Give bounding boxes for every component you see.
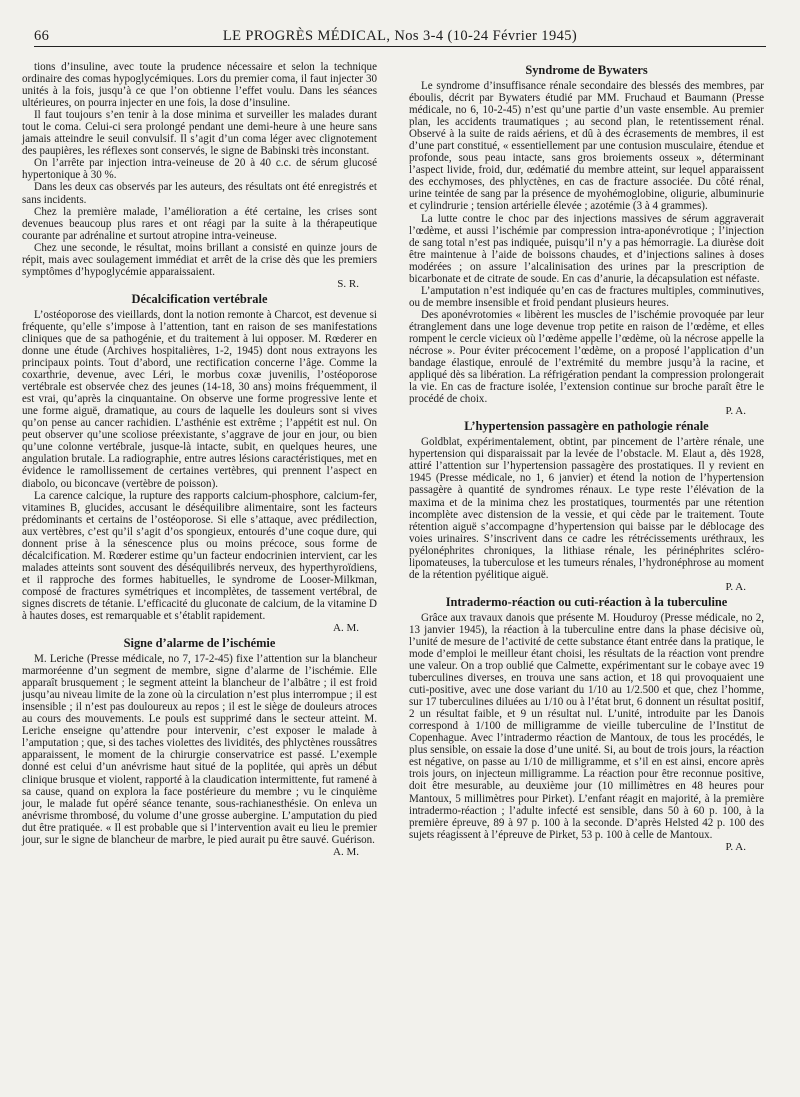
page-number: 66 [34, 28, 50, 44]
paragraph: Grâce aux travaux danois que présente M. Houduroy (Presse médicale, no 2, 13 janvier 1945), la réaction à la tuberculine entre dans la phase décisive où, l’unité de mesure de l’activité de cette substance étant entrée dans la pratique, le mode d’emploi le meilleur étant choisi, les résultats de la réaction vont prendre une valeur. On a trop oublié que Calmette, expérimentant sur le cobaye avec 19 tuberculines diverses, en trouva une sans action, et 18 qui provoquaient une cuti-positive, avec une dose variant du 1/10 au 1/2.500 et que, chez l’homme, sur 17 tuberculines diluées au 1/10 ou à l’état brut, 6 donnent un résultat positif, 2 un résultat faible, et 9 un résultat nul. L’unité, introduite par les Danois correspond à 1/100 de milligramme de vieille tuberculine de l’Institut de Copenhague. Avec l’intradermo réaction de Mantoux, de tous les procédés, le plus sensible, on essaie la dose d’une unité. Si, au bout de trois jours, la réaction est négative, on passe au 1/10 de milligramme, et s’il en est ainsi, encore après trois jours, on injecteun milligramme. La réaction pour être reconnue positive, doit être mesurable, au deuxième jour (10 millimètres en 48 heures pour Mantoux, 5 millimètres pour Pirket). L’enfant réagit en majorité, à la première intradermo-réaction ; l’adulte infecté est sensible, dans 50 à 60 p. 100, à la première épreuve, 89 à 97 p. 100 à la seconde. D’après Helsted 42 p. 100 des sujets réagissent à l’épreuve de Pirket, 53 p. 100 à celle de Mantoux. [409, 611, 764, 841]
left-column [22, 61, 377, 860]
paragraph: Dans les deux cas observés par les auteurs, des résultats ont été enregistrés et sans incidents. [22, 181, 377, 206]
paragraph: Le syndrome d’insuffisance rénale secondaire des blessés des membres, par éboulis, décrit par Bywaters étudié par MM. Fruchaud et Baumann (Presse médicale, no 6, 10-2-45) n’est qu’une partie d’un vaste ensemble. Au premier plan, les accidents traumatiques ; au second plan, le retentissement rénal. Observé à la suite de raids aériens, et dû à des écrasements de membres, il est d’une part constitué, « essentiellement par une contusion musculaire, étendue et profonde, sous peau intacte, sans gros broiements osseux », déterminant l’aspect livide, froid, dur, œdématié du membre atteint, sur lequel apparaissent des ecchymoses, des phlyctènes, en cas de fracture associée. Du côté rénal, urine teintée de sang par la présence de myohémoglobine, oligurie, albuminurie et cylindrurie ; tension artérielle élevée ; azotémie (3 à 4 grammes). [409, 80, 764, 213]
paragraph: Chez une seconde, le résultat, moins brillant a consisté en quinze jours de répit, mais avec soulagement immédiat et arrêt de la crise dès que les premiers symptômes d’hypoglycémie apparaissaient. [22, 241, 377, 278]
paragraph: La lutte contre le choc par des injections massives de sérum aggraverait l’œdème, et aussi l’ischémie par compression intra-aponévrotique ; l’injection de sang total n’est pas indiquée, puisqu’il n’y a pas hémorragie. La diurèse doit être maintenue à l’aide de boissons chaudes, et d’injections salines à doses modérées ; on assure l’alcalinisation des urines par la prescription de bicarbonate et de citrate de soude. En cas d’anurie, la décapsulation est néfaste. [409, 212, 764, 285]
paragraph: M. Leriche (Presse médicale, no 7, 17-2-45) fixe l’attention sur la blancheur marmoréenne d’un segment de membre, signe d’alarme de l’ischémie. Elle apparaît brusquement ; le segment atteint la blancheur de l’albâtre ; il est froid jusqu’au niveau limite de la zone où la circulation n’est plus interrompue ; il est insensible ; il n’est pas douloureux au repos ; il est le siège de douleurs atroces au cours des mouvements. Le pouls est supprimé dans le secteur atteint. M. Leriche enseigne qu’attendre pour intervenir, c’est exposer le malade à l’amputation ; que, si des taches violettes des lividités, des phlyctènes roussâtres apparaissent, le moment de la chirurgie conservatrice est passé. L’exemple donné est celui d’un anévrisme haut situé de la poplitée, qui après un début clinique brusque et violent, rapporté à la claudication intermittente, fut ramené à sa cause, quand on explora la face postérieure du membre ; vu le cinquième jour, le malade fut opéré séance tenante, sous-rachianesthésie. On enleva un anévrisme thrombosé, du volume d’une grosse aubergine. L’amputation du pied dut être pratiquée. « Il est probable que si l’intervention avait eu lieu le premier jour, sur le signe de blancheur de marbre, le pied aurait pu être sauvé. Guérison. [22, 653, 377, 846]
section-title: Intradermo-réaction ou cuti-réaction à la tuberculine [445, 594, 728, 609]
author-signature: A. M. [333, 845, 359, 858]
author-signature: A. M. [333, 622, 359, 635]
paragraph: Il faut toujours s’en tenir à la dose minima et surveiller les malades durant tout le coma. Celui-ci sera prolongé pendant une demi-heure à une heure sans jamais atteindre le seuil convulsif. Il s’agit d’un coma léger avec clignotement des paupières, les réflexes sont conservés, le signe de Babinski très inconstant. [22, 109, 377, 158]
section-title: L’hypertension passagère en pathologie rénale [464, 419, 709, 434]
page-header [34, 28, 766, 47]
paragraph: L’amputation n’est indiquée qu’en cas de fractures multiples, comminutives, ou de membre insensible et froid pendant plusieurs heures. [409, 284, 764, 309]
paragraph: On l’arrête par injection intra-veineuse de 20 à 40 c.c. de sérum glucosé hypertonique à 30 %. [22, 157, 377, 182]
section-title: Syndrome de Bywaters [525, 63, 648, 77]
paragraph: La carence calcique, la rupture des rapports calcium-phosphore, calcium-fer, vitamines B, glucides, accusant le déséquilibre alimentaire, sont les facteurs prédominants et certains de l’ostéoporose. Si elle s’attaque, avec prédilection, aux vertèbres, c’est qu’il s’agit d’os spongieux, entourés d’une coque dure, qui donnent prise à la sénescence plus ou moins précoce, sous forme de décalcification. M. Rœderer estime qu’un facteur endocrinien intervient, car les malades atteints sont souvent des déséquilibrés nerveux, des hyperthyroïdiens, et il rapproche des formes habituelles, le syndrome de Looser-Milkman, composé de fractures symétriques et incomplètes, de tassement vertébral, de signes discrets de tétanie. L’efficacité du gluconate de calcium, de la vitamine D à hautes doses, est remarquable et s’établit rapidement. [22, 489, 377, 623]
paragraph: Chez la première malade, l’amélioration a été certaine, les crises sont devenues beaucoup plus rares et ont réagi par la suite à la thérapeutique courante par adrénaline et surtout atropine intra-veineuse. [22, 205, 377, 242]
author-signature: P. A. [725, 580, 746, 593]
author-signature: S. R. [337, 277, 359, 290]
right-column [409, 61, 764, 855]
section-title: Décalcification vertébrale [131, 291, 268, 306]
paragraph: Des aponévrotomies « libèrent les muscles de l’ischémie provoquée par leur étranglement dans une loge devenue trop petite en raison de l’œdème, et elles rompent le cercle vicieux où l’œdème appelle l’œdème, où la nécrose appelle la nécrose ». Pour éviter précocement l’œdème, on a proposé l’application d’un bandage élastique, enroulé de l’extrémité du membre jusqu’à la racine, et appliqué dès sa libération. La réfrigération pendant la compression prolongerait la vie. En cas de fracture isolée, l’extension continue sur broche paraît être le procédé de choix. [409, 308, 764, 406]
author-signature: P. A. [725, 840, 746, 853]
paragraph: tions d’insuline, avec toute la prudence nécessaire et selon la technique ordinaire des comas hypoglycémiques. Lors du premier coma, il faut injecter 30 unités à la fois, jusqu’à ce que l’on obtienne l’effet voulu. Dans les séances ultérieures, on pourra injecter en une fois, la dose d’insuline. [22, 61, 377, 110]
section-title: Signe d’alarme de l’ischémie [123, 636, 276, 651]
paragraph: L’ostéoporose des vieillards, dont la notion remonte à Charcot, est devenue si fréquente, qu’elle s’impose à l’attention, tant en raison de ses manifestations cliniques que de sa pathogénie, et du traitement à lui opposer. M. Rœderer en donne une étude (Archives hospitalières, 1-2, 1945) dont nous extrayons les principaux points. Tout d’abord, une rectification concerne l’âge. Comme la coxarthrie, devenue, avec Léri, le morbus coxæ juvenilis, l’ostéoporose vertébrale est observée chez des jeunes (14-18, 30 ans) moins fréquemment, il est vrai, qu’après la cinquantaine. On observe une forme progressive lente et une forme aiguë, dramatique, au cours de laquelle les douleurs sont si vives qu’on pense au cancer rachidien. L’asthénie est extrême ; l’appétit est nul. On peut observer qu’une scoliose préexistante, s’aggrave de jour en jour, ou bien qu’une colonne vertébrale, jusque-là intacte, subit, en quelques heures, une angulation brutale. La radiographie, entre autres lésions caractéristiques, met en évidence le ramollissement de certaines vertèbres, qui prennent l’aspect en diabolo, ou biconcave (vertèbre de poisson). [22, 308, 377, 490]
running-title: LE PROGRÈS MÉDICAL, Nos 3-4 (10-24 Février 1945) [222, 28, 578, 44]
author-signature: P. A. [725, 405, 746, 418]
paragraph: Goldblat, expérimentalement, obtint, par pincement de l’artère rénale, une hypertension qui disparaissait par la levée de l’obstacle. M. Elaut a, dès 1928, attiré l’attention sur l’hypertension passagère des prostatiques. Il y revient en 1945 (Presse médicale, no 1, 6 janvier) et étend la notion de l’hypertension passagère à quantité de syndromes rénaux. Le type reste l’élévation de la maxima et de la minima chez les prostatiques, tourmentés par une rétention incomplète avec distension de la vessie, et qui cède par le traitement. Toute rétention aiguë s’accompagne d’hypertension qui baisse par le déblocage des voies urinaires. S’inscrivent dans ce cadre les rétrécissements uréthraux, les pyélonéphrites chroniques, la lithiase rénale, les périnéphrites scléro-lipomateuses, la tuberculose et les tumeurs rénales, l’hydronéphrose au moment de la rétention pyélitique aiguë. [409, 436, 764, 581]
